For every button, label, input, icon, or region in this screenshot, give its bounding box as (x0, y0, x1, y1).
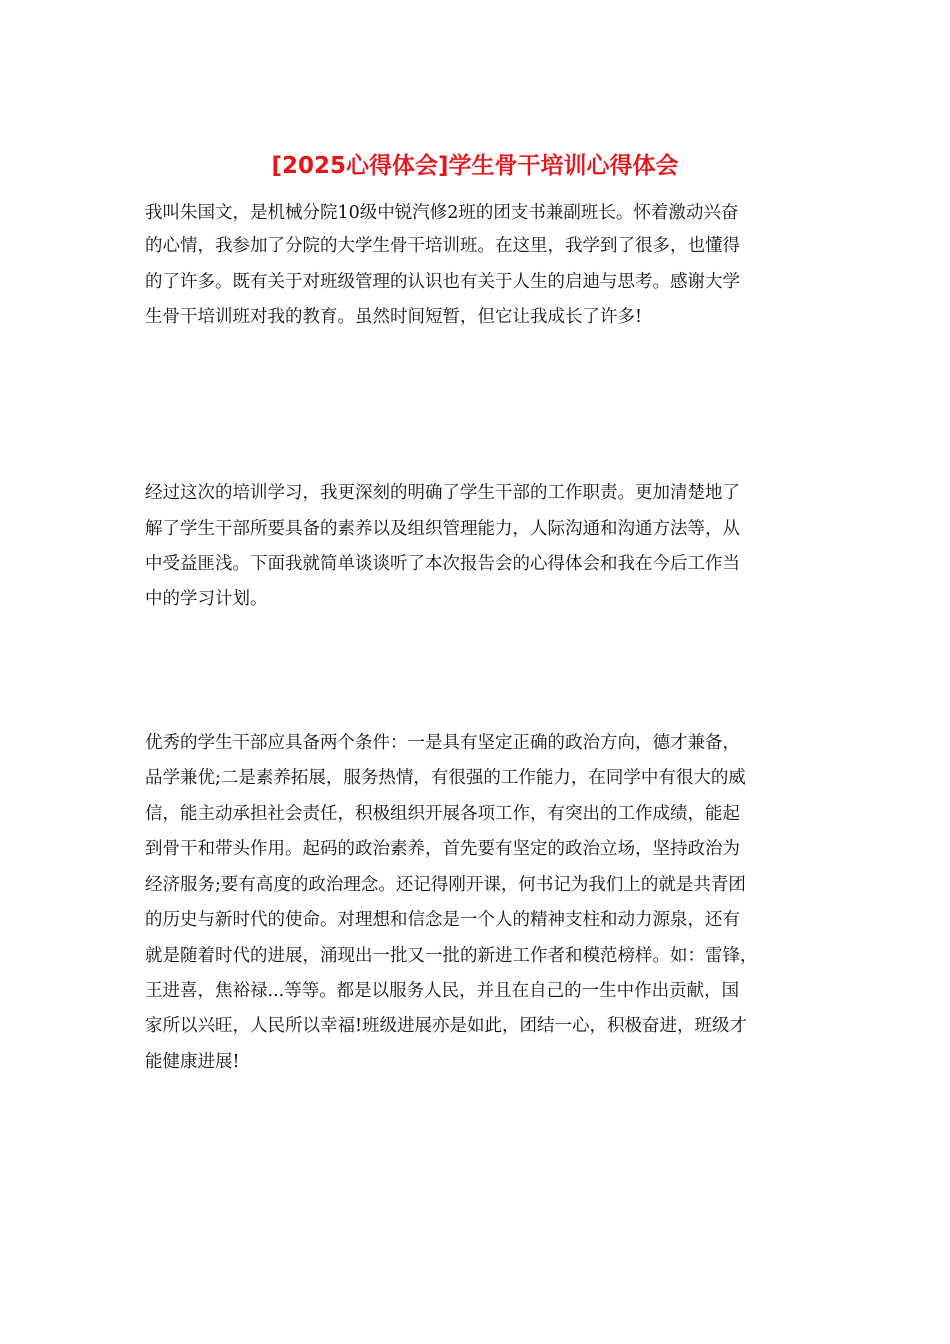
paragraph-1-line-1: 我叫朱国文，是机械分院10级中锐汽修2班的团支书兼副班长。怀着激动兴奋 (145, 203, 739, 223)
paragraph-1-line-3: 的了许多。既有关于对班级管理的认识也有关于人生的启迪与思考。感谢大学 (145, 272, 740, 292)
paragraph-3-line-9: 家所以兴旺，人民所以幸福!班级进展亦是如此，团结一心，积极奋进，班级才 (145, 1016, 748, 1036)
paragraph-3-line-8: 王进喜，焦裕禄...等等。都是以服务人民，并且在自己的一生中作出贡献，国 (145, 981, 740, 1001)
paragraph-3-line-3: 信，能主动承担社会责任，积极组织开展各项工作，有突出的工作成绩，能起 (145, 804, 740, 824)
paragraph-3-line-10: 能健康进展! (145, 1052, 240, 1072)
paragraph-3-line-7: 就是随着时代的进展，涌现出一批又一批的新进工作者和模范榜样。如：雷锋， (145, 946, 758, 966)
paragraph-3-line-2: 品学兼优;二是素养拓展，服务热情，有很强的工作能力，在同学中有很大的威 (145, 768, 746, 788)
document-title: [2025心得体会]学生骨干培训心得体会 (271, 153, 679, 179)
paragraph-3-line-5: 经济服务;要有高度的政治理念。还记得刚开课，何书记为我们上的就是共青团 (145, 875, 746, 895)
paragraph-2-line-3: 中受益匪浅。下面我就简单谈谈听了本次报告会的心得体会和我在今后工作当 (145, 554, 740, 574)
paragraph-1-line-2: 的心情，我参加了分院的大学生骨干培训班。在这里，我学到了很多，也懂得 (145, 236, 740, 256)
paragraph-3-line-6: 的历史与新时代的使命。对理想和信念是一个人的精神支柱和动力源泉，还有 (145, 910, 740, 930)
paragraph-3-line-4: 到骨干和带头作用。起码的政治素养，首先要有坚定的政治立场，坚持政治为 (145, 839, 740, 859)
paragraph-1-line-4: 生骨干培训班对我的教育。虽然时间短暂，但它让我成长了许多! (145, 307, 643, 327)
paragraph-2-line-1: 经过这次的培训学习，我更深刻的明确了学生干部的工作职责。更加清楚地了 (145, 483, 740, 503)
paragraph-2-line-4: 中的学习计划。 (145, 589, 268, 609)
paragraph-2-line-2: 解了学生干部所要具备的素养以及组织管理能力，人际沟通和沟通方法等，从 (145, 519, 740, 539)
paragraph-3-line-1: 优秀的学生干部应具备两个条件：一是具有坚定正确的政治方向，德才兼备， (145, 733, 740, 753)
